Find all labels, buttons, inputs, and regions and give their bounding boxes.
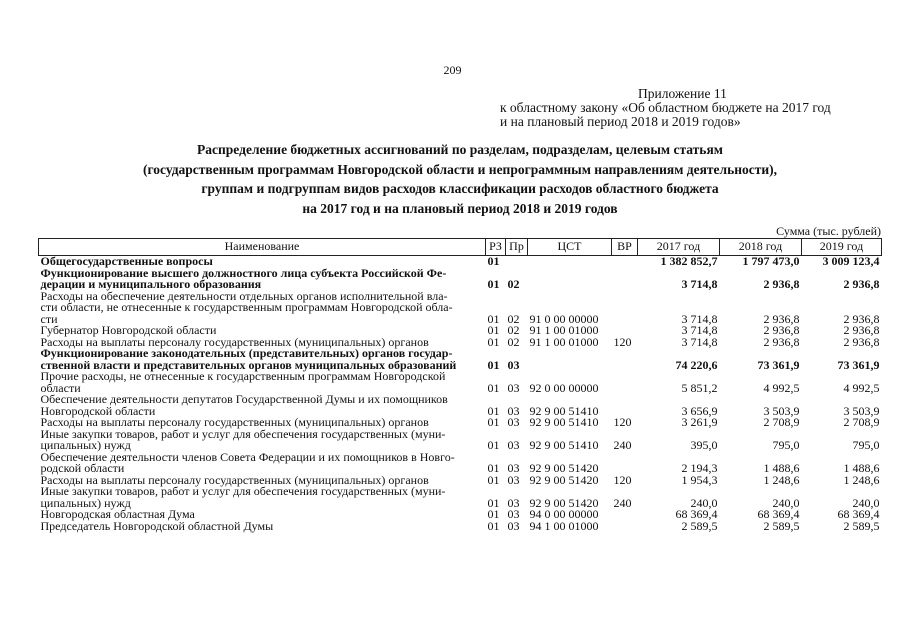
row-name-line: Новгородской области <box>40 403 156 418</box>
row-pr: 03 <box>507 438 520 452</box>
row-pr: 02 <box>507 323 520 337</box>
row-name-line: ципальных) нужд <box>40 438 131 452</box>
row-vr <box>612 509 638 521</box>
row-vr <box>612 268 638 291</box>
column-header-2017: 2017 год <box>638 239 720 256</box>
row-vr <box>612 452 638 475</box>
row-amount-2017: 3 714,8 <box>681 334 718 349</box>
row-amount-2019: 2 708,9 <box>843 415 880 429</box>
row-cst <box>528 268 612 291</box>
appendix-header <box>500 87 892 129</box>
row-vr <box>612 291 638 326</box>
row-amount-2019: 240,0 <box>852 495 880 510</box>
table-body <box>39 256 882 533</box>
row-cst: 92 9 00 51420 <box>529 461 599 475</box>
row-name-line: Функционирование законодательных (представительных) органов государ- <box>40 346 453 360</box>
row-pr: 03 <box>507 518 520 533</box>
row-name-line: родской области <box>40 461 125 475</box>
row-vr <box>612 521 638 533</box>
row-amount-2019: 2 936,8 <box>843 277 880 291</box>
row-name-line: области <box>40 380 81 395</box>
row-amount-2018: 1 488,6 <box>763 461 800 475</box>
table-row <box>39 348 882 371</box>
row-cst: 94 1 00 01000 <box>529 518 599 533</box>
row-amount-2017: 74 220,6 <box>675 357 718 372</box>
row-amount-2019: 2 936,8 <box>843 311 880 326</box>
row-pr: 03 <box>507 415 520 429</box>
column-header-name: Наименование <box>39 239 486 256</box>
row-pr: 03 <box>507 507 520 521</box>
row-amount-2017: 2 589,5 <box>681 518 718 533</box>
row-amount-2018: 2 936,8 <box>763 311 800 326</box>
row-amount-2017: 68 369,4 <box>675 507 718 521</box>
row-rz: 01 <box>487 277 500 291</box>
row-rz: 01 <box>487 334 500 349</box>
column-header-vr: ВР <box>612 239 638 256</box>
row-rz: 01 <box>487 507 500 521</box>
title-line: Распределение бюджетных ассигнований по разделам, подразделам, целевым статьям <box>197 142 723 157</box>
row-name-line: Общегосударственные вопросы <box>40 254 213 268</box>
row-name-line: ципальных) нужд <box>40 495 131 510</box>
row-name-line: сти области, не отнесенные к государственным программам Новгородской обла- <box>40 300 453 314</box>
row-name <box>39 371 486 394</box>
row-vr <box>612 394 638 417</box>
row-amount-2017: 5 851,2 <box>681 380 718 395</box>
row-amount-2019: 4 992,5 <box>843 380 880 395</box>
row-vr: 120 <box>613 472 632 487</box>
row-amount-2017: 395,0 <box>690 438 718 452</box>
column-header-2018: 2018 год <box>720 239 802 256</box>
row-amount-2017: 3 714,8 <box>681 323 718 337</box>
title-line: на 2017 год и на плановый период 2018 и 2019 годов <box>302 200 618 216</box>
row-amount-2018: 1 797 473,0 <box>742 254 800 268</box>
row-cst: 91 1 00 01000 <box>529 323 599 337</box>
row-name-line: Новгородская областная Дума <box>40 507 195 521</box>
appendix-title: Приложение 11 <box>638 86 727 101</box>
row-pr: 03 <box>507 472 520 487</box>
row-amount-2019: 2 589,5 <box>843 518 880 533</box>
table-row <box>39 486 882 509</box>
row-pr: 03 <box>507 380 520 395</box>
row-cst: 94 0 00 00000 <box>529 507 599 521</box>
row-pr: 03 <box>507 357 520 372</box>
row-pr: 02 <box>507 334 520 349</box>
row-name-line: дерации и муниципального образования <box>40 277 262 291</box>
row-pr: 03 <box>507 461 520 475</box>
appendix-line-2: и на плановый период 2018 и 2019 годов» <box>500 114 741 129</box>
row-amount-2018: 2 936,8 <box>763 277 800 291</box>
row-pr: 02 <box>507 311 520 326</box>
row-name <box>39 449 486 475</box>
row-vr: 120 <box>613 334 632 349</box>
row-pr: 03 <box>507 403 520 418</box>
row-name-line: Обеспечение деятельности депутатов Государственной Думы и их помощников <box>40 392 448 406</box>
row-rz: 01 <box>487 254 500 268</box>
row-pr: 03 <box>507 495 520 510</box>
row-amount-2018: 68 369,4 <box>757 507 800 521</box>
row-vr: 120 <box>613 415 632 429</box>
row-cst <box>528 256 612 268</box>
table-row <box>39 268 882 291</box>
row-name <box>39 486 486 509</box>
table-row <box>39 291 882 326</box>
row-cst: 92 9 00 51410 <box>529 415 599 429</box>
row-cst: 92 9 00 51420 <box>529 472 599 487</box>
table-row <box>39 371 882 394</box>
row-cst: 91 1 00 01000 <box>529 334 599 349</box>
row-cst: 91 0 00 00000 <box>529 311 599 326</box>
table-row <box>39 452 882 475</box>
row-name-line: Председатель Новгородской областной Думы <box>40 518 274 533</box>
row-amount-2019: 795,0 <box>852 438 880 452</box>
row-amount-2018: 2 589,5 <box>763 518 800 533</box>
row-amount-2019: 2 936,8 <box>843 334 880 349</box>
row-rz: 01 <box>487 472 500 487</box>
row-name-line: Обеспечение деятельности членов Совета Федерации и их помощников в Новго- <box>40 449 455 464</box>
row-name <box>39 348 486 371</box>
row-amount-2017: 1 382 852,7 <box>660 254 718 268</box>
row-cst: 92 0 00 00000 <box>529 380 599 395</box>
units-label: Сумма (тыс. рублей) <box>776 224 881 238</box>
row-name-line: Расходы на обеспечение деятельности отдельных органов исполнительной вла- <box>40 288 448 303</box>
row-name-line: Расходы на выплаты персоналу государственных (муниципальных) органов <box>40 334 429 349</box>
row-amount-2017: 3 261,9 <box>681 415 718 429</box>
row-name <box>39 426 486 452</box>
document-title <box>40 140 880 218</box>
row-name-line: Губернатор Новгородской области <box>40 323 217 337</box>
table-row <box>39 521 882 533</box>
page-number: 209 <box>443 63 462 77</box>
row-rz: 01 <box>487 357 500 372</box>
row-amount-2017: 1 954,3 <box>681 472 718 487</box>
row-amount-2018: 2 936,8 <box>763 323 800 337</box>
row-name-line: Функционирование высшего должностного лица субъекта Российской Фе- <box>40 265 447 280</box>
row-amount-2017: 240,0 <box>690 495 718 510</box>
row-rz: 01 <box>487 438 500 452</box>
row-amount-2018: 73 361,9 <box>757 357 800 372</box>
row-name-line: Расходы на выплаты персоналу государственных (муниципальных) органов <box>40 472 429 487</box>
row-cst: 92 9 00 51410 <box>529 438 599 452</box>
row-amount-2019: 68 369,4 <box>837 507 880 521</box>
row-amount-2018: 3 503,9 <box>763 403 800 418</box>
row-vr <box>612 371 638 394</box>
row-amount-2018: 240,0 <box>772 495 800 510</box>
row-amount-2019: 1 488,6 <box>843 461 880 475</box>
row-rz: 01 <box>487 495 500 510</box>
title-line: (государственным программам Новгородской области и непрограммным направлениям деятельности), <box>142 161 778 177</box>
row-rz: 01 <box>487 311 500 326</box>
row-vr <box>612 256 638 268</box>
table-row <box>39 394 882 417</box>
budget-table <box>38 238 882 532</box>
row-amount-2019: 73 361,9 <box>837 357 880 372</box>
row-name <box>39 394 486 417</box>
title-line: группам и подгруппам видов расходов классификации расходов областного бюджета <box>201 181 719 196</box>
row-cst <box>528 348 612 371</box>
row-name <box>39 518 486 533</box>
row-amount-2017: 3 714,8 <box>681 311 718 326</box>
row-amount-2017: 3 656,9 <box>681 403 718 418</box>
row-rz: 01 <box>487 323 500 337</box>
row-amount-2018: 795,0 <box>772 438 800 452</box>
row-amount-2017: 3 714,8 <box>681 277 718 291</box>
row-rz: 01 <box>487 403 500 418</box>
table-header-row <box>39 239 882 256</box>
row-vr: 240 <box>613 438 632 452</box>
row-amount-2019: 1 248,6 <box>843 472 880 487</box>
row-amount-2017: 2 194,3 <box>681 461 718 475</box>
row-amount-2018: 2 708,9 <box>763 415 800 429</box>
row-amount-2018: 2 936,8 <box>763 334 800 349</box>
row-amount-2018: 1 248,6 <box>763 472 800 487</box>
row-amount-2018: 4 992,5 <box>763 380 800 395</box>
appendix-line-1: к областному закону «Об областном бюджете на 2017 год <box>500 100 831 115</box>
row-name <box>39 288 486 326</box>
table-row <box>39 429 882 452</box>
row-rz: 01 <box>487 461 500 475</box>
row-rz: 01 <box>487 415 500 429</box>
row-cst: 92 9 00 51410 <box>529 403 599 418</box>
row-name-line: Иные закупки товаров, работ и услуг для обеспечения государственных (муни- <box>40 484 446 498</box>
column-header-cst: ЦСТ <box>528 239 612 256</box>
row-rz: 01 <box>487 380 500 395</box>
row-name-line: Расходы на выплаты персоналу государственных (муниципальных) органов <box>40 415 429 429</box>
column-header-2019: 2019 год <box>802 239 882 256</box>
row-vr <box>612 348 638 371</box>
column-header-rz: РЗ <box>486 239 506 256</box>
row-vr: 240 <box>613 495 632 510</box>
row-rz: 01 <box>487 518 500 533</box>
column-header-pr: Пр <box>506 239 528 256</box>
row-name-line: Иные закупки товаров, работ и услуг для обеспечения государственных (муни- <box>40 426 446 441</box>
row-amount-2019: 3 503,9 <box>843 403 880 418</box>
row-name <box>39 265 486 291</box>
row-name-line: ственной власти и представительных органов муниципальных образований <box>40 357 457 372</box>
row-pr <box>506 256 528 268</box>
row-amount-2019: 3 009 123,4 <box>822 254 880 268</box>
row-amount-2019: 2 936,8 <box>843 323 880 337</box>
row-name-line: Прочие расходы, не отнесенные к государственным программам Новгородской <box>40 369 446 383</box>
row-cst: 92 9 00 51420 <box>529 495 599 510</box>
row-pr: 02 <box>507 277 520 291</box>
row-name-line: сти <box>40 311 58 326</box>
